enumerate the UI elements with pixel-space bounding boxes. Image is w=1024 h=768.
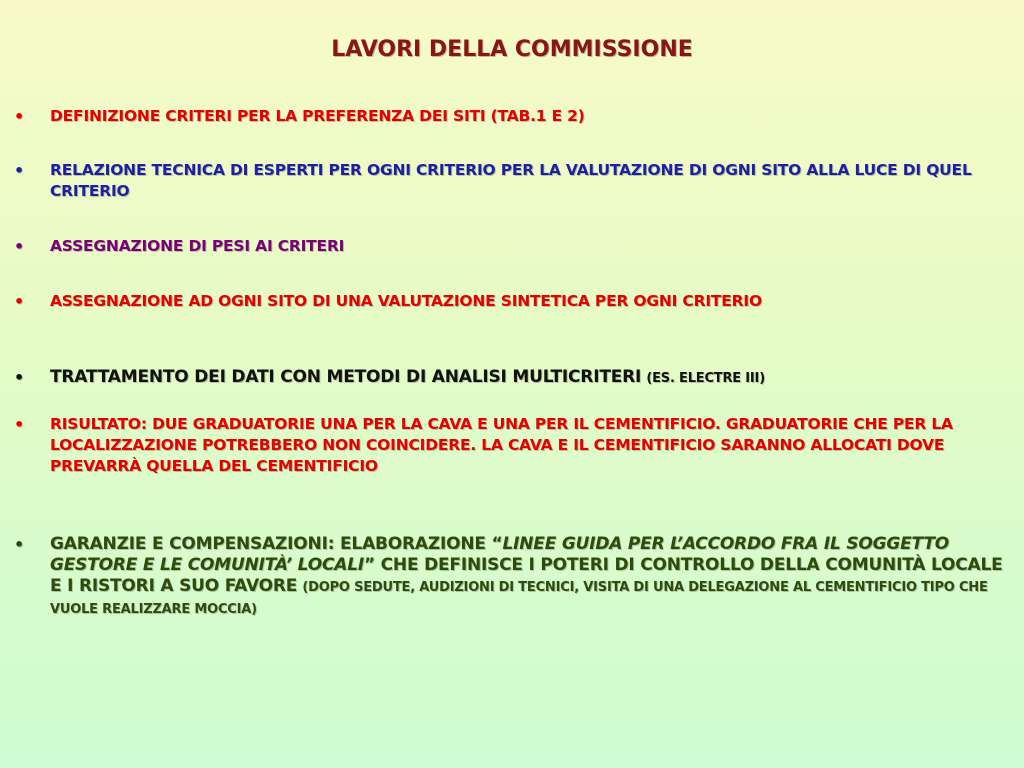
bullet-text: ASSEGNAZIONE AD OGNI SITO DI UNA VALUTAZIONE SINTETICA PER OGNI CRITERIO [50,292,762,310]
bullet-note-text: (ES. ELECTRE III) [646,371,765,386]
bullet-dot: • [14,368,25,387]
bullet-dot: • [14,161,25,180]
bullet-item-synthetic-evaluation [14,291,1014,312]
bullet-main-text: TRATTAMENTO DEI DATI CON METODI DI ANALISI MULTICRITERI [50,367,642,387]
bullet-dot: • [14,535,25,554]
bullet-text: ASSEGNAZIONE DI PESI AI CRITERI [50,237,345,255]
slide-title: LAVORI DELLA COMMISSIONE [331,37,693,62]
bullet-dot: • [14,415,25,434]
bullet-text: RELAZIONE TECNICA DI ESPERTI PER OGNI CRITERIO PER LA VALUTAZIONE DI OGNI SITO ALLA LUCE DI QUEL CRITERIO [50,161,972,200]
bullet-dot: • [14,107,25,126]
bullet-item-result [14,414,1014,477]
bullet-text [50,367,1014,389]
bullet-dot: • [14,292,25,311]
bullet-item-guarantees [14,534,1014,620]
bullet-item-multicriteria [14,367,1014,389]
bullet-text: DEFINIZIONE CRITERI PER LA PREFERENZA DEI SITI (TAB.1 E 2) [50,107,585,125]
bullet-item-weights [14,236,1014,257]
bullet-text [50,534,1014,620]
bullet-item-criteria [14,106,1014,127]
bullet-italic-text: LINEE GUIDA PER L’ACCORDO FRA IL SOGGETTO GESTORE E LE COMUNITÀ’ LOCALI [50,534,949,575]
bullet-dot: • [14,237,25,256]
bullet-text: RISULTATO: DUE GRADUATORIE UNA PER LA CAVA E UNA PER IL CEMENTIFICIO. GRADUATORIE CHE PER LA LOCALIZZAZIONE POTREBBERO NON COINCIDERE. LA CAVA E IL CEMENTIFICIO SARANNO ALLOCATI DOVE PREVARRÀ QUELLA DEL CEMENTIFICIO [50,415,953,475]
bullet-item-technical-report [14,160,1014,202]
bullet-note-text: (DOPO SEDUTE, AUDIZIONI DI TECNICI, VISITA DI UNA DELEGAZIONE AL CEMENTIFICIO TIPO CHE VUOLE REALIZZARE MOCCIA) [50,580,988,617]
bullet-part2-text: ” CHE DEFINISCE I POTERI DI CONTROLLO DELLA COMUNITÀ LOCALE E I RISTORI A SUO FAVORE [50,555,1003,596]
bullet-part1-text: GARANZIE E COMPENSAZIONI: ELABORAZIONE “ [50,534,503,554]
